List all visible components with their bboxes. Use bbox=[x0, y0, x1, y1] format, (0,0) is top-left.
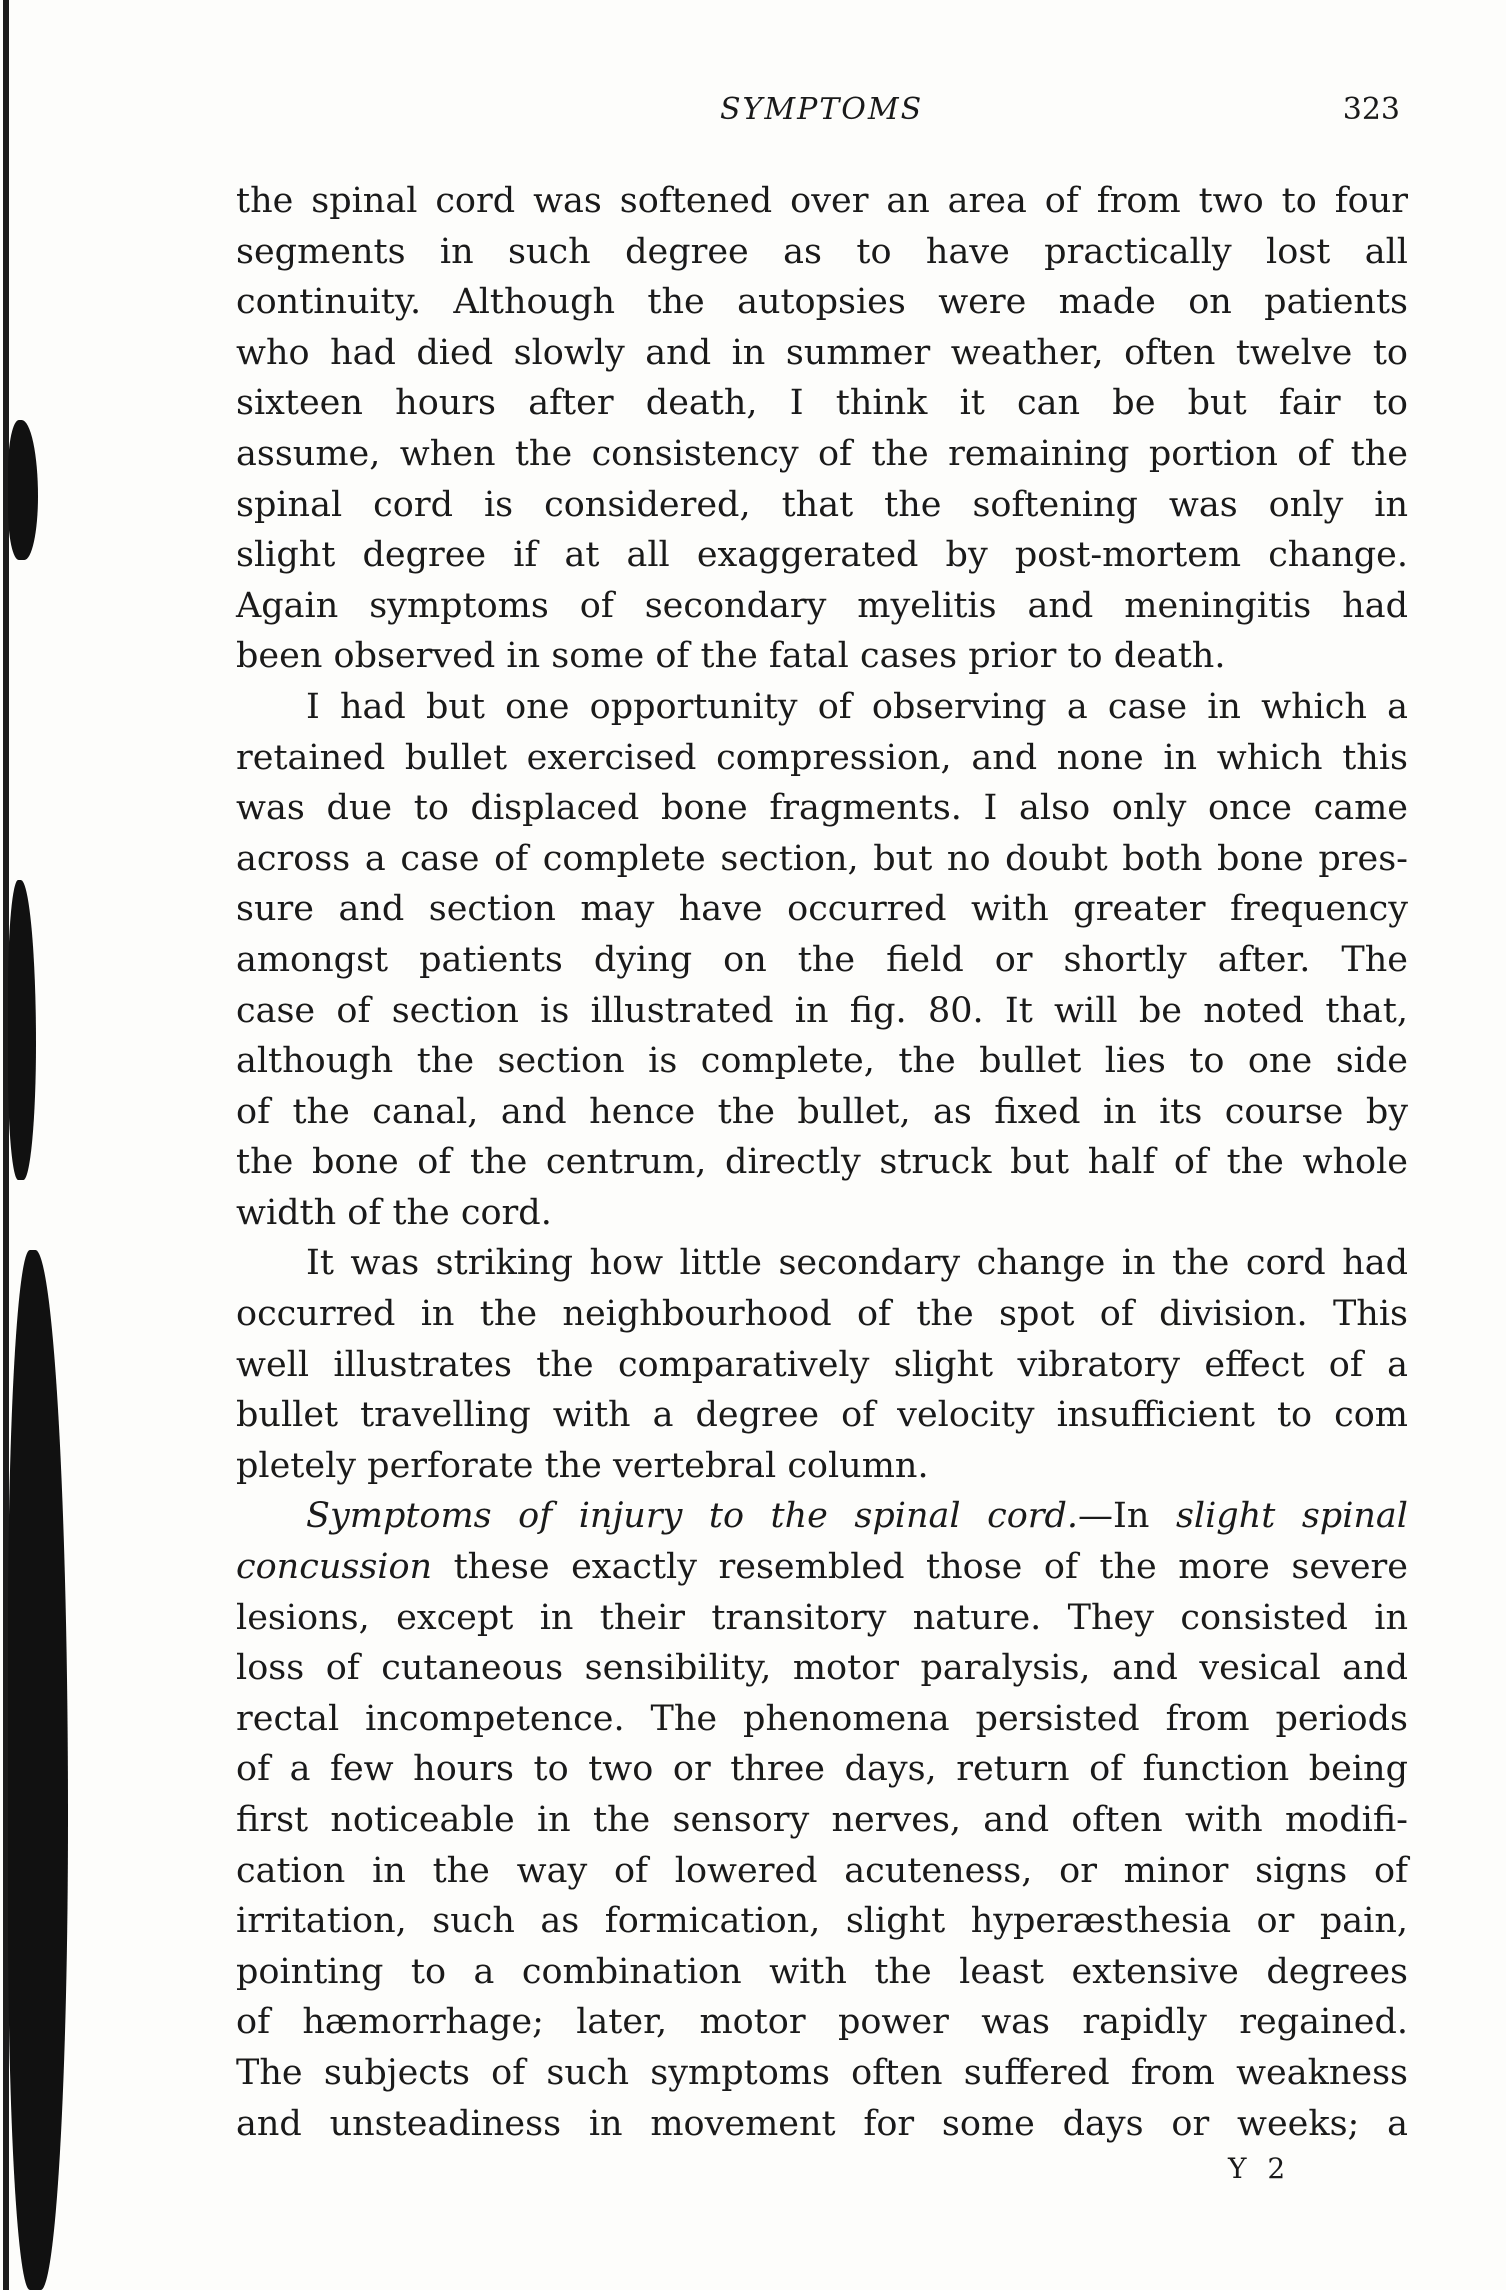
text-line: It was striking how little secondary change in the cord had bbox=[306, 1243, 1408, 1284]
text-line: of hæmorrhage; later, motor power was rapidly regained. bbox=[236, 2002, 1408, 2043]
text-line: the spinal cord was softened over an area of from two to four bbox=[236, 181, 1408, 221]
text-line: sure and section may have occurred with greater frequency bbox=[236, 889, 1408, 930]
roman-run: —In bbox=[1078, 1496, 1176, 1537]
text-line: assume, when the consistency of the remaining portion of the bbox=[236, 433, 1408, 474]
text-line: The subjects of such symptoms often suffered from weakness bbox=[236, 2052, 1408, 2093]
binding-shadow-blob bbox=[8, 1250, 68, 2290]
text-line: lesions, except in their transitory nature. They consisted in bbox=[236, 1597, 1408, 1638]
text-line: continuity. Although the autopsies were made on patients bbox=[236, 282, 1408, 323]
text-line: pointing to a combination with the least extensive degrees bbox=[236, 1951, 1408, 1992]
text-line: amongst patients dying on the field or shortly after. The bbox=[236, 939, 1408, 980]
text-line: slight degree if at all exaggerated by post-mortem change. bbox=[236, 535, 1408, 576]
text-line: and unsteadiness in movement for some days or weeks; a bbox=[236, 2103, 1408, 2144]
text-line: loss of cutaneous sensibility, motor paralysis, and vesical and bbox=[236, 1648, 1408, 1689]
text-line: been observed in some of the fatal cases prior to death. bbox=[236, 636, 1226, 677]
text-line bbox=[236, 1542, 1408, 1593]
text-line: although the section is complete, the bullet lies to one side bbox=[236, 1041, 1408, 1082]
signature-mark: Y 2 bbox=[1228, 2152, 1292, 2185]
text-line: rectal incompetence. The phenomena persisted from periods bbox=[236, 1698, 1408, 1739]
text-line: across a case of complete section, but no doubt both bone pres- bbox=[236, 838, 1408, 879]
roman-run: these exactly resembled those of the more severe bbox=[432, 1547, 1408, 1588]
text-line: the bone of the centrum, directly struck but half of the whole bbox=[236, 1142, 1408, 1183]
text-line: irritation, such as formication, slight hyperæsthesia or pain, bbox=[236, 1901, 1408, 1942]
text-line: I had but one opportunity of observing a case in which a bbox=[306, 686, 1408, 727]
text-line: first noticeable in the sensory nerves, and often with modifi- bbox=[236, 1800, 1408, 1840]
text-line: width of the cord. bbox=[236, 1192, 552, 1233]
text-line: bullet travelling with a degree of velocity insufficient to com bbox=[236, 1395, 1408, 1436]
text-line: Again symptoms of secondary myelitis and meningitis had bbox=[236, 585, 1408, 626]
binding-shadow-blob bbox=[8, 420, 38, 560]
text-line: of a few hours to two or three days, return of function being bbox=[236, 1749, 1408, 1790]
text-line: retained bullet exercised compression, and none in which this bbox=[236, 737, 1408, 778]
italic-run: Symptoms of injury to the spinal cord. bbox=[306, 1496, 1079, 1537]
text-line: of the canal, and hence the bullet, as fixed in its course by bbox=[236, 1091, 1408, 1132]
text-line: who had died slowly and in summer weather, often twelve to bbox=[236, 332, 1408, 373]
running-head bbox=[240, 92, 1400, 132]
italic-run: concussion bbox=[236, 1547, 433, 1588]
text-line: segments in such degree as to have practically lost all bbox=[236, 231, 1408, 272]
running-title: SYMPTOMS bbox=[720, 92, 924, 127]
binding-shadow bbox=[0, 0, 90, 2290]
body-text bbox=[236, 176, 1408, 2149]
italic-run: slight spinal bbox=[1175, 1496, 1408, 1537]
text-line: occurred in the neighbourhood of the spot of division. This bbox=[236, 1294, 1408, 1335]
text-line bbox=[236, 1491, 1408, 1542]
text-line: sixteen hours after death, I think it can be but fair to bbox=[236, 383, 1408, 424]
text-line: was due to displaced bone fragments. I also only once came bbox=[236, 788, 1408, 829]
text-line: case of section is illustrated in fig. 80. It will be noted that, bbox=[236, 990, 1408, 1031]
text-line: pletely perforate the vertebral column. bbox=[236, 1445, 929, 1486]
text-line: spinal cord is considered, that the softening was only in bbox=[236, 484, 1408, 525]
binding-shadow-blob bbox=[8, 880, 36, 1180]
text-line: cation in the way of lowered acuteness, or minor signs of bbox=[236, 1850, 1408, 1891]
page-number: 323 bbox=[1342, 92, 1400, 127]
text-line: well illustrates the comparatively slight vibratory effect of a bbox=[236, 1344, 1408, 1385]
